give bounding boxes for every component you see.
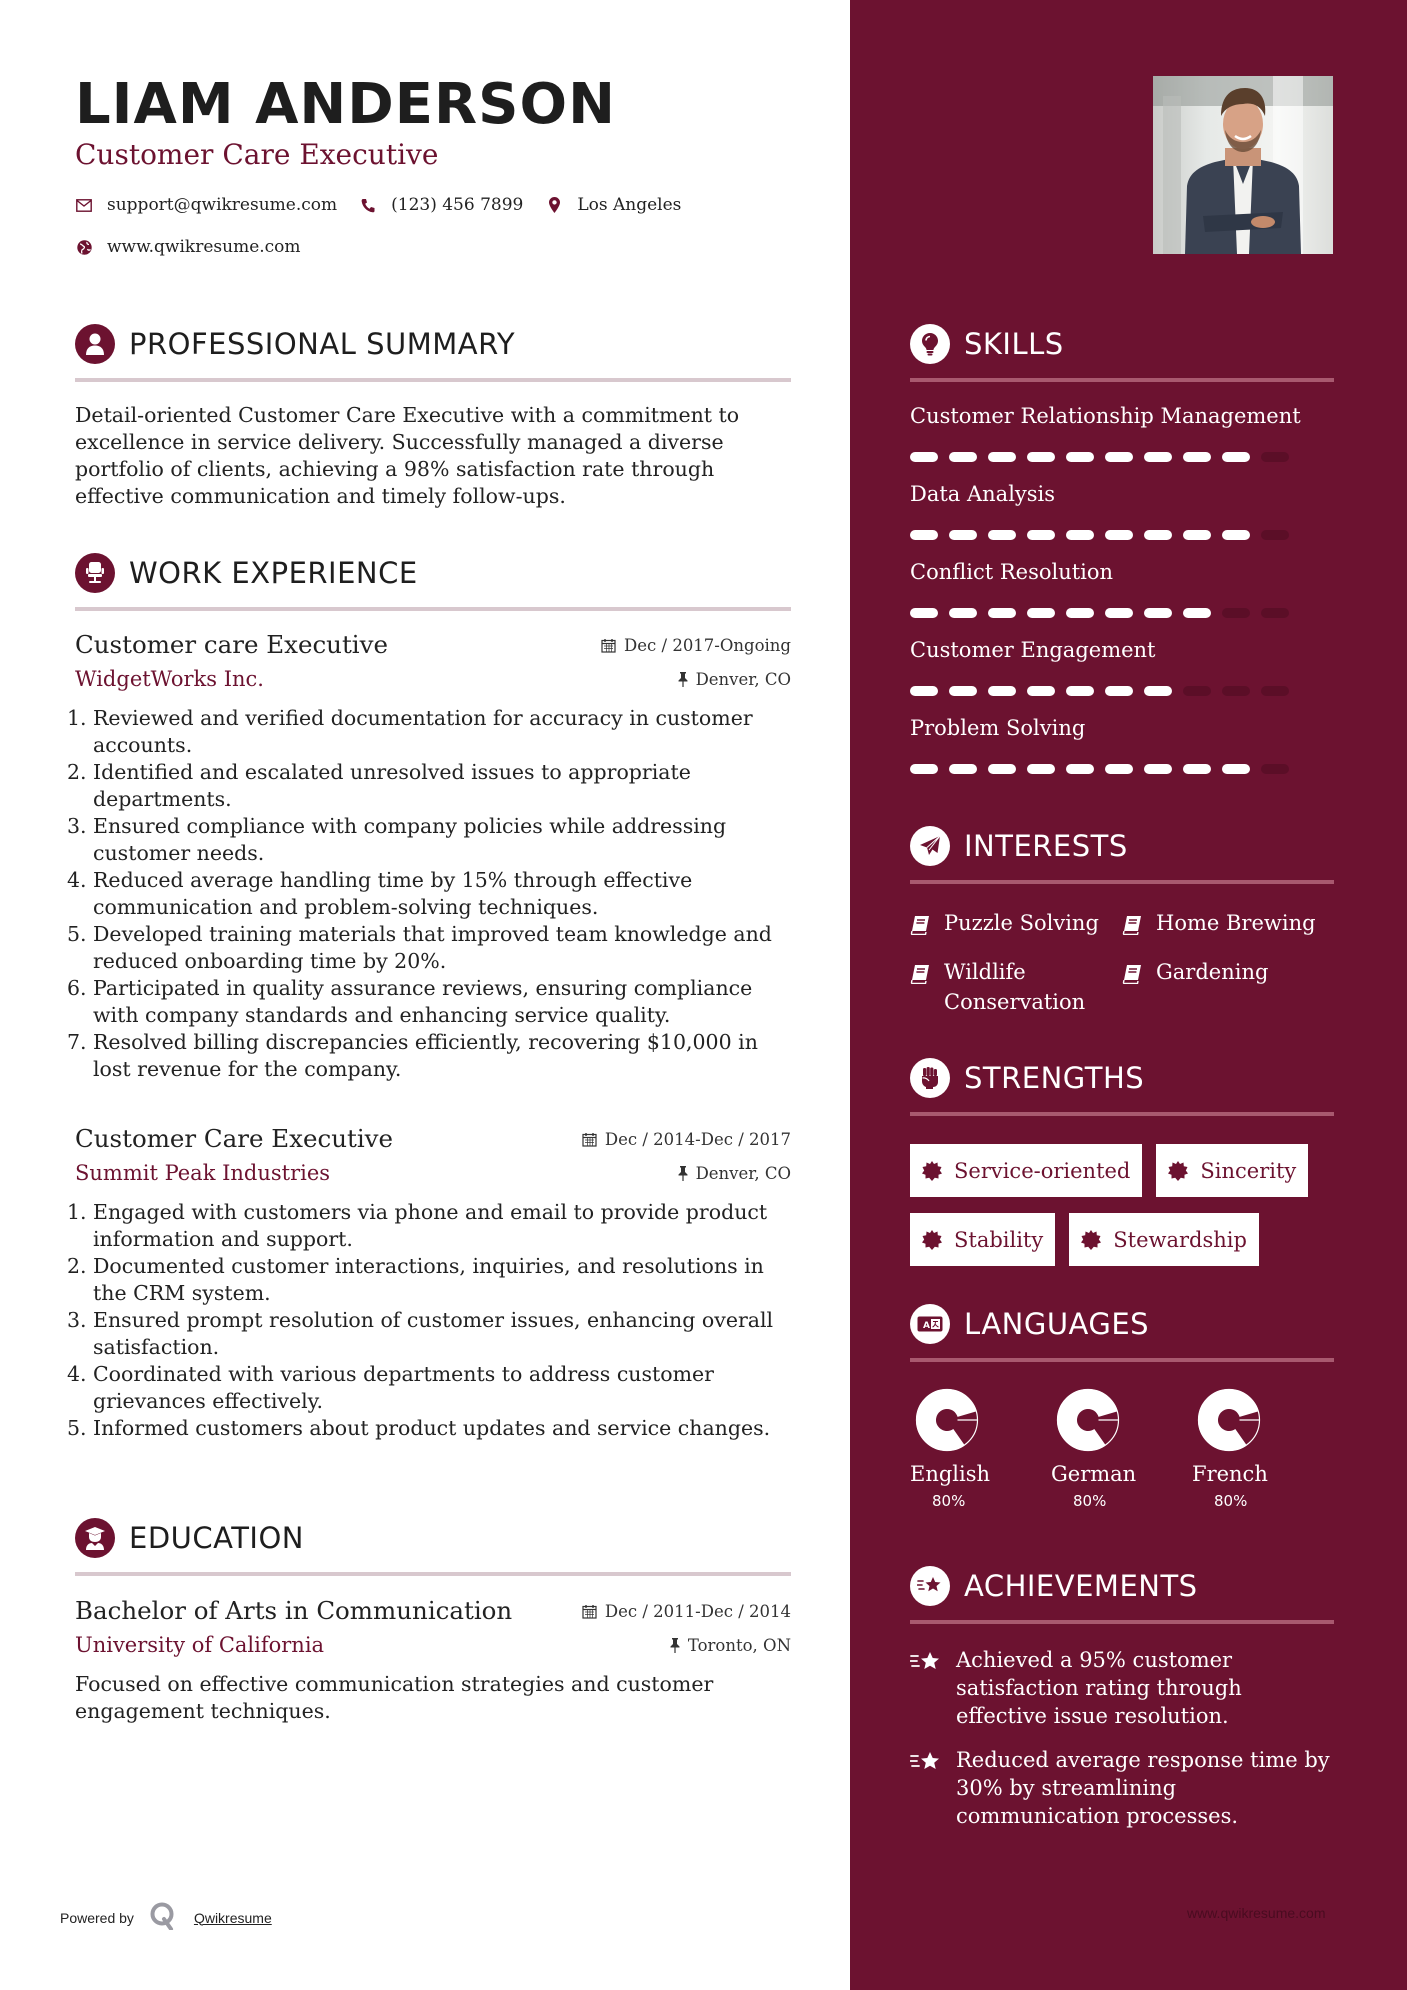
strength-label: Sincerity bbox=[1200, 1158, 1297, 1183]
contact-phone[interactable] bbox=[359, 195, 523, 215]
strength-label: Stability bbox=[954, 1227, 1044, 1252]
phone-text: (123) 456 7899 bbox=[391, 195, 524, 215]
skill-level-segment bbox=[1144, 608, 1172, 618]
raised-fist-icon bbox=[910, 1058, 950, 1098]
achievement-text: Reduced average response time by 30% by streamlining communication processes. bbox=[956, 1748, 1330, 1828]
strengths-list bbox=[910, 1144, 1334, 1266]
skill-level-segment bbox=[988, 530, 1016, 540]
skill-level-segment bbox=[910, 530, 938, 540]
skill-level-segment bbox=[1105, 764, 1133, 774]
book-icon bbox=[910, 962, 932, 992]
summary-heading: PROFESSIONAL SUMMARY bbox=[129, 327, 516, 361]
job-company: WidgetWorks Inc. bbox=[75, 667, 264, 691]
section-divider bbox=[910, 1620, 1334, 1624]
skill-level-segment bbox=[949, 452, 977, 462]
interest-item bbox=[910, 908, 1122, 943]
skill-level-segment bbox=[988, 686, 1016, 696]
skill-item bbox=[910, 560, 1334, 618]
interest-item bbox=[1122, 908, 1334, 943]
list-item: Ensured prompt resolution of customer issues, enhancing overall satisfaction. bbox=[93, 1308, 774, 1359]
skill-level-segment bbox=[1261, 452, 1289, 462]
skill-level-segment bbox=[1027, 608, 1055, 618]
book-icon bbox=[910, 913, 932, 943]
section-divider bbox=[910, 1358, 1334, 1362]
shooting-star-icon bbox=[910, 1650, 944, 1730]
skill-level-meter bbox=[910, 764, 1334, 774]
skill-level-segment bbox=[1261, 530, 1289, 540]
language-name: French bbox=[1192, 1462, 1268, 1486]
job-role: Customer care Executive bbox=[75, 630, 388, 659]
interest-item bbox=[1122, 957, 1334, 1017]
skill-level-segment bbox=[1261, 764, 1289, 774]
skill-level-segment bbox=[1027, 452, 1055, 462]
section-divider bbox=[910, 880, 1334, 884]
skills-heading: SKILLS bbox=[964, 327, 1064, 361]
skill-level-segment bbox=[1144, 452, 1172, 462]
language-percent: 80% bbox=[1214, 1492, 1248, 1510]
education-section-header bbox=[75, 1516, 791, 1576]
skill-level-meter bbox=[910, 452, 1334, 462]
profile-photo bbox=[1153, 76, 1333, 254]
list-item: Documented customer interactions, inquiries, and resolutions in the CRM system. bbox=[93, 1254, 764, 1305]
list-item: Participated in quality assurance reviews, ensuring compliance with company standards and enhancing service quality. bbox=[93, 976, 753, 1027]
skills-list bbox=[910, 404, 1334, 774]
job-role: Customer Care Executive bbox=[75, 1124, 393, 1153]
contact-email[interactable] bbox=[75, 195, 337, 215]
skill-level-meter bbox=[910, 530, 1334, 540]
skill-item bbox=[910, 716, 1334, 774]
skill-level-segment bbox=[949, 608, 977, 618]
skill-level-segment bbox=[949, 686, 977, 696]
strength-tag bbox=[1156, 1144, 1308, 1197]
skill-level-segment bbox=[1183, 764, 1211, 774]
proficiency-donut-icon bbox=[1197, 1388, 1261, 1456]
skill-level-segment bbox=[1105, 686, 1133, 696]
badge-icon bbox=[1168, 1161, 1188, 1181]
website-text: www.qwikresume.com bbox=[107, 237, 301, 257]
translate-icon bbox=[910, 1304, 950, 1344]
list-item: Developed training materials that improved team knowledge and reduced onboarding time by 20%. bbox=[93, 922, 772, 973]
lightbulb-icon bbox=[910, 324, 950, 364]
education-entry bbox=[75, 1596, 791, 1725]
strengths-section bbox=[910, 1056, 1334, 1266]
list-item: Coordinated with various departments to address customer grievances effectively. bbox=[93, 1362, 714, 1413]
education-location-text: Toronto, ON bbox=[687, 1635, 791, 1655]
job-dates bbox=[601, 636, 791, 655]
globe-icon bbox=[75, 238, 93, 256]
education-dates-text: Dec / 2011-Dec / 2014 bbox=[604, 1602, 791, 1621]
strength-tag bbox=[910, 1213, 1055, 1266]
skill-level-segment bbox=[1183, 686, 1211, 696]
calendar-icon bbox=[582, 1132, 597, 1147]
list-item: Reviewed and verified documentation for accuracy in customer accounts. bbox=[93, 706, 753, 757]
job-entry bbox=[75, 630, 791, 1083]
skill-level-segment bbox=[988, 452, 1016, 462]
skill-level-segment bbox=[1222, 452, 1250, 462]
list-item: Resolved billing discrepancies efficiently, recovering $10,000 in lost revenue for the company. bbox=[93, 1030, 758, 1081]
interest-item bbox=[910, 957, 1122, 1017]
skill-level-segment bbox=[1066, 764, 1094, 774]
education-description: Focused on effective communication strategies and customer engagement techniques. bbox=[75, 1672, 714, 1723]
experience-section-header bbox=[75, 551, 791, 611]
skill-level-segment bbox=[1261, 608, 1289, 618]
book-icon bbox=[1122, 913, 1144, 943]
skill-level-segment bbox=[1261, 686, 1289, 696]
contact-website[interactable] bbox=[75, 237, 301, 257]
skills-section bbox=[910, 322, 1334, 774]
email-text: support@qwikresume.com bbox=[107, 195, 338, 215]
school-name: University of California bbox=[75, 1633, 325, 1657]
pushpin-icon bbox=[670, 1638, 680, 1653]
shooting-star-icon bbox=[910, 1750, 944, 1830]
job-company: Summit Peak Industries bbox=[75, 1161, 331, 1185]
strength-label: Service-oriented bbox=[954, 1158, 1131, 1183]
skill-level-segment bbox=[910, 686, 938, 696]
skill-level-segment bbox=[910, 608, 938, 618]
skill-name: Conflict Resolution bbox=[910, 560, 1114, 584]
languages-heading: LANGUAGES bbox=[964, 1307, 1150, 1341]
office-chair-icon bbox=[75, 553, 115, 593]
job-dates bbox=[582, 1130, 791, 1149]
interest-label: Home Brewing bbox=[1156, 911, 1316, 935]
badge-icon bbox=[922, 1161, 942, 1181]
skill-level-segment bbox=[1027, 764, 1055, 774]
powered-by-label: Powered by bbox=[60, 1909, 134, 1926]
envelope-icon bbox=[75, 196, 93, 214]
list-item: Informed customers about product updates and service changes. bbox=[93, 1416, 771, 1440]
skill-level-segment bbox=[1144, 764, 1172, 774]
job-dates-text: Dec / 2017-Ongoing bbox=[624, 636, 791, 655]
interests-list bbox=[910, 908, 1334, 1017]
badge-icon bbox=[922, 1230, 942, 1250]
strength-tag bbox=[1069, 1213, 1259, 1266]
skill-level-segment bbox=[1066, 686, 1094, 696]
qwikresume-logo-icon bbox=[150, 1902, 176, 1933]
education-location bbox=[670, 1636, 791, 1655]
location-text: Los Angeles bbox=[577, 195, 682, 215]
skill-level-segment bbox=[1027, 686, 1055, 696]
pushpin-icon bbox=[678, 1166, 688, 1181]
interest-label: Wildlife Conservation bbox=[944, 960, 1086, 1014]
languages-list bbox=[910, 1388, 1334, 1510]
skill-level-meter bbox=[910, 608, 1334, 618]
proficiency-donut-icon bbox=[1056, 1388, 1120, 1456]
language-item bbox=[910, 1388, 1051, 1510]
list-item: Ensured compliance with company policies while addressing customer needs. bbox=[93, 814, 727, 865]
graduate-icon bbox=[75, 1518, 115, 1558]
education-heading: EDUCATION bbox=[129, 1521, 305, 1555]
section-divider bbox=[75, 378, 791, 382]
job-entry bbox=[75, 1124, 791, 1442]
language-item bbox=[1051, 1388, 1192, 1510]
skill-item bbox=[910, 638, 1334, 696]
skill-level-segment bbox=[949, 764, 977, 774]
skill-level-segment bbox=[988, 608, 1016, 618]
job-location bbox=[678, 1164, 791, 1183]
section-divider bbox=[75, 1572, 791, 1576]
interests-heading: INTERESTS bbox=[964, 829, 1128, 863]
calendar-icon bbox=[582, 1604, 597, 1619]
qwikresume-link[interactable]: Qwikresume bbox=[193, 1909, 272, 1926]
job-location-text: Denver, CO bbox=[695, 1163, 791, 1183]
candidate-name: LIAM ANDERSON bbox=[75, 72, 616, 137]
skill-level-segment bbox=[1105, 608, 1133, 618]
achievements-section bbox=[910, 1564, 1334, 1830]
skill-level-segment bbox=[949, 530, 977, 540]
achievement-text: Achieved a 95% customer satisfaction rating through effective issue resolution. bbox=[956, 1648, 1242, 1728]
summary-section-header bbox=[75, 322, 791, 382]
skill-level-segment bbox=[1222, 608, 1250, 618]
badge-icon bbox=[1081, 1230, 1101, 1250]
proficiency-donut-icon bbox=[915, 1388, 979, 1456]
user-icon bbox=[75, 324, 115, 364]
skill-name: Data Analysis bbox=[910, 482, 1056, 506]
contact-info bbox=[75, 192, 795, 276]
job-dates-text: Dec / 2014-Dec / 2017 bbox=[604, 1130, 791, 1149]
job-location-text: Denver, CO bbox=[695, 669, 791, 689]
interest-label: Puzzle Solving bbox=[944, 911, 1099, 935]
skill-level-segment bbox=[1105, 452, 1133, 462]
strength-label: Stewardship bbox=[1113, 1227, 1247, 1252]
shooting-star-icon bbox=[910, 1566, 950, 1606]
skill-level-segment bbox=[1066, 452, 1094, 462]
powered-by bbox=[60, 1902, 272, 1933]
skill-item bbox=[910, 482, 1334, 540]
skill-name: Customer Engagement bbox=[910, 638, 1156, 662]
skill-level-segment bbox=[1144, 686, 1172, 696]
section-divider bbox=[910, 378, 1334, 382]
achievement-item bbox=[910, 1646, 1334, 1730]
language-percent: 80% bbox=[932, 1492, 966, 1510]
strength-tag bbox=[910, 1144, 1142, 1197]
experience-heading: WORK EXPERIENCE bbox=[129, 556, 418, 590]
achievement-item bbox=[910, 1746, 1334, 1830]
skill-level-segment bbox=[988, 764, 1016, 774]
map-pin-icon bbox=[545, 196, 563, 214]
education-dates bbox=[582, 1602, 791, 1621]
contact-location bbox=[545, 195, 681, 215]
interests-section bbox=[910, 824, 1334, 1017]
language-name: German bbox=[1051, 1462, 1137, 1486]
skill-level-segment bbox=[1066, 608, 1094, 618]
skill-level-segment bbox=[1183, 452, 1211, 462]
language-percent: 80% bbox=[1073, 1492, 1107, 1510]
summary-text: Detail-oriented Customer Care Executive with a commitment to excellence in service delivery. Successfully managed a diverse portfolio of clients, achieving a 98% satisfaction rate through effective communication and timely follow-ups. bbox=[75, 403, 740, 508]
calendar-icon bbox=[601, 638, 616, 653]
skill-level-segment bbox=[1144, 530, 1172, 540]
languages-section bbox=[910, 1302, 1334, 1510]
skill-level-segment bbox=[1066, 530, 1094, 540]
section-divider bbox=[75, 607, 791, 611]
skill-level-segment bbox=[1183, 608, 1211, 618]
skill-level-segment bbox=[910, 452, 938, 462]
list-item: Identified and escalated unresolved issues to appropriate departments. bbox=[93, 760, 691, 811]
candidate-title: Customer Care Executive bbox=[75, 138, 439, 171]
skill-level-segment bbox=[1222, 530, 1250, 540]
skill-level-segment bbox=[1222, 686, 1250, 696]
strengths-heading: STRENGTHS bbox=[964, 1061, 1145, 1095]
job-responsibilities bbox=[75, 705, 791, 1083]
skill-level-segment bbox=[1105, 530, 1133, 540]
list-item: Engaged with customers via phone and email to provide product information and support. bbox=[93, 1200, 768, 1251]
phone-icon bbox=[359, 196, 377, 214]
skill-level-segment bbox=[1027, 530, 1055, 540]
book-icon bbox=[1122, 962, 1144, 992]
skill-level-segment bbox=[1183, 530, 1211, 540]
skill-level-segment bbox=[1222, 764, 1250, 774]
skill-name: Problem Solving bbox=[910, 716, 1086, 740]
pushpin-icon bbox=[678, 672, 688, 687]
section-divider bbox=[910, 1112, 1334, 1116]
degree: Bachelor of Arts in Communication bbox=[75, 1596, 513, 1625]
skill-level-segment bbox=[910, 764, 938, 774]
interest-label: Gardening bbox=[1156, 960, 1269, 984]
paper-plane-icon bbox=[910, 826, 950, 866]
skill-level-meter bbox=[910, 686, 1334, 696]
job-location bbox=[678, 670, 791, 689]
job-responsibilities bbox=[75, 1199, 791, 1442]
list-item: Reduced average handling time by 15% through effective communication and problem-solving techniques. bbox=[93, 868, 693, 919]
achievements-heading: ACHIEVEMENTS bbox=[964, 1569, 1198, 1603]
skill-item bbox=[910, 404, 1334, 462]
svg-text:A: A bbox=[923, 1321, 930, 1331]
skill-name: Customer Relationship Management bbox=[910, 404, 1301, 428]
language-item bbox=[1192, 1388, 1333, 1510]
footer-website: www.qwikresume.com bbox=[1187, 1905, 1326, 1921]
language-name: English bbox=[910, 1462, 991, 1486]
